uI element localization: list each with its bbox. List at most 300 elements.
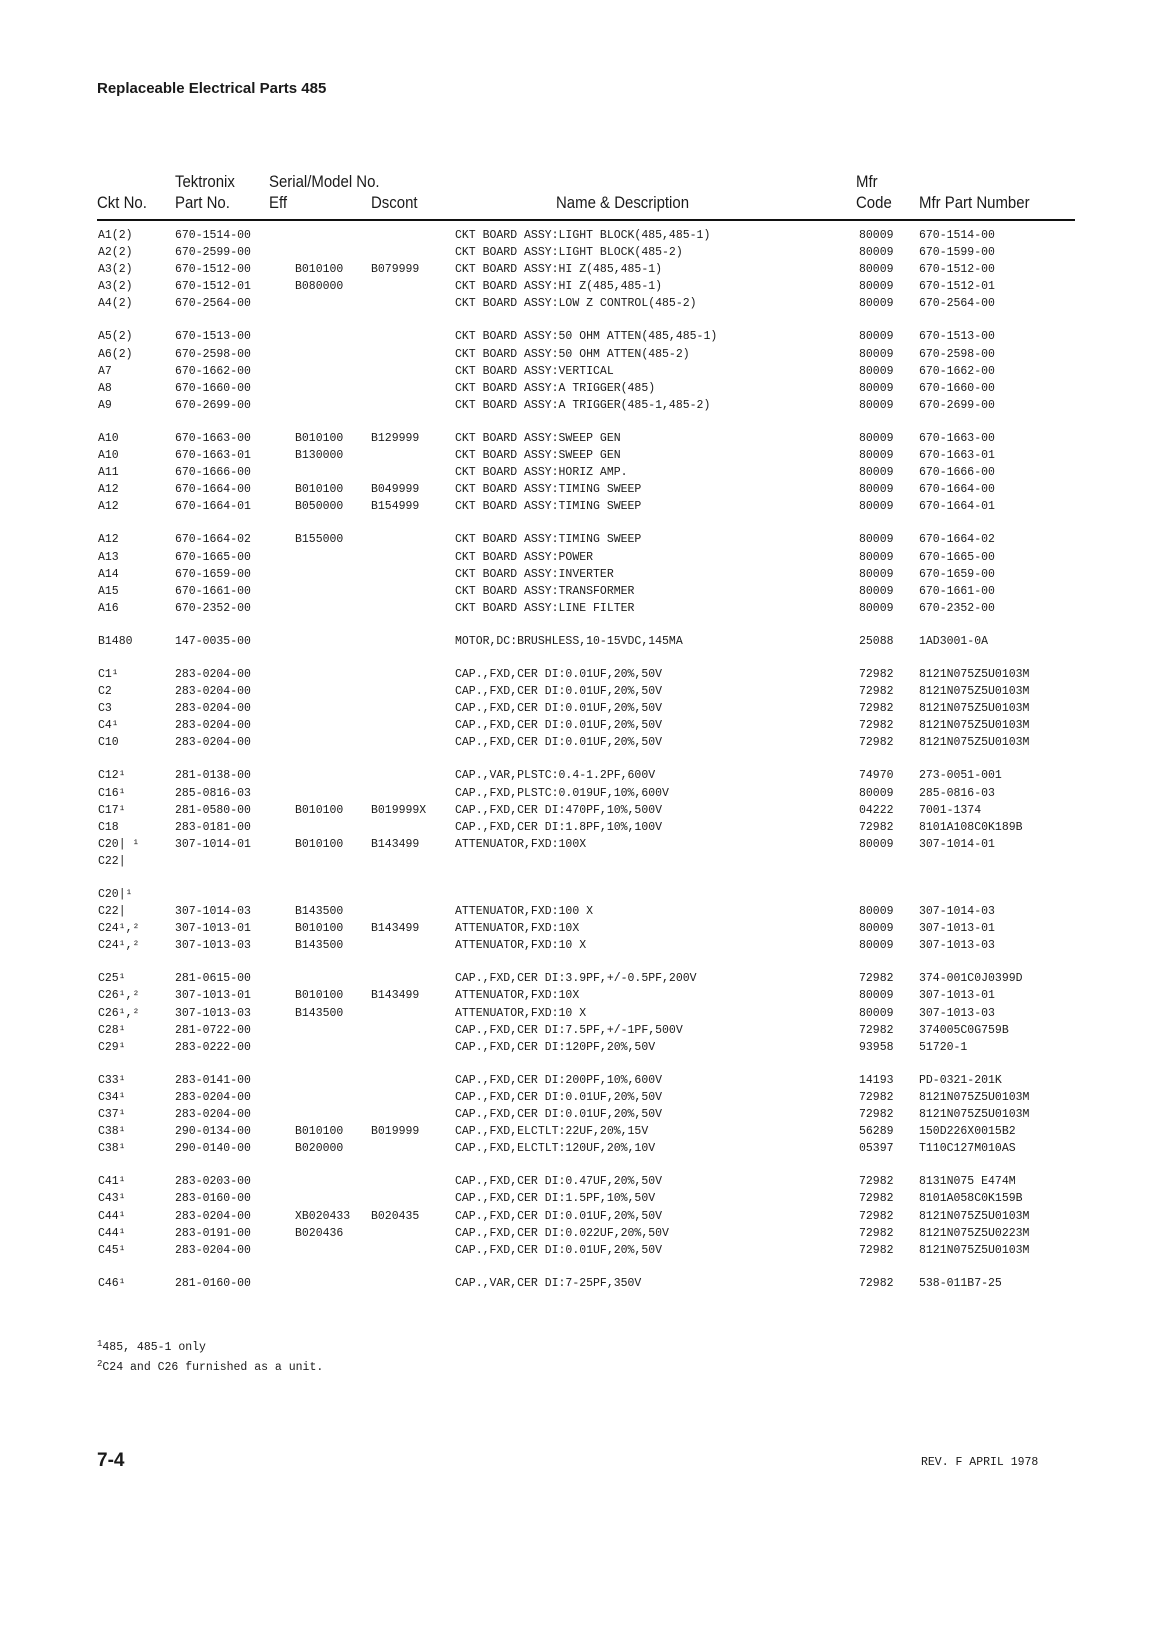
parts-group: [0, 328, 1158, 413]
mfr-part-number: 538-011B7-25: [919, 1276, 1002, 1290]
name-description: CAP.,FXD,CER DI:0.01UF,20%,50V: [455, 1108, 663, 1122]
mfr-code: 72982: [859, 1175, 894, 1189]
name-description: CAP.,FXD,CER DI:1.5PF,10%,50V: [455, 1192, 656, 1206]
name-description: CKT BOARD ASSY:LIGHT BLOCK(485,485-1): [455, 229, 711, 242]
ckt-no: C16¹: [98, 786, 126, 800]
table-row: [0, 683, 1158, 700]
part-no: 307-1014-03: [175, 905, 251, 919]
part-no: 281-0160-00: [175, 1276, 251, 1290]
part-no: 670-1663-01: [175, 449, 251, 463]
mfr-code: 80009: [859, 584, 894, 598]
ckt-no: C22|: [98, 905, 126, 919]
part-no: 307-1013-03: [175, 1006, 251, 1020]
parts-group: [0, 633, 1158, 650]
ckt-no: A10: [98, 449, 119, 463]
col-dscont: Dscont: [371, 193, 418, 212]
ckt-no: C37¹: [98, 1108, 126, 1122]
col-name-description: Name & Description: [556, 193, 690, 212]
mfr-code: 80009: [859, 364, 894, 378]
mfr-code: 72982: [859, 1226, 894, 1240]
table-row: [0, 1225, 1158, 1242]
name-description: CAP.,FXD,CER DI:0.01UF,20%,50V: [455, 719, 663, 733]
ckt-no: C44¹: [98, 1226, 126, 1240]
mfr-code: 80009: [859, 1006, 894, 1020]
mfr-part-number: 670-1660-00: [919, 381, 995, 395]
col-tektronix: Tektronix: [175, 172, 235, 191]
mfr-code: 80009: [859, 381, 894, 395]
name-description: MOTOR,DC:BRUSHLESS,10-15VDC,145MA: [455, 634, 683, 648]
mfr-part-number: PD-0321-201K: [919, 1073, 1002, 1087]
mfr-part-number: 670-1664-01: [919, 500, 995, 514]
table-row: [0, 836, 1158, 853]
name-description: CAP.,FXD,PLSTC:0.019UF,10%,600V: [455, 786, 669, 800]
mfr-part-number: 51720-1: [919, 1040, 968, 1054]
part-no: 281-0615-00: [175, 972, 251, 986]
name-description: ATTENUATOR,FXD:10X: [455, 922, 580, 936]
serial-eff: B010100: [295, 922, 344, 936]
col-part-no: Part No.: [175, 193, 230, 212]
serial-eff: B010100: [295, 989, 344, 1003]
table-row: [0, 1190, 1158, 1207]
mfr-code: 72982: [859, 1209, 894, 1223]
ckt-no: A9: [98, 398, 112, 412]
part-no: 670-1513-00: [175, 330, 251, 344]
serial-eff: B143500: [295, 939, 344, 953]
mfr-code: 72982: [859, 1023, 894, 1037]
part-no: 281-0138-00: [175, 769, 251, 783]
mfr-code: 80009: [859, 330, 894, 344]
part-no: 670-1660-00: [175, 381, 251, 395]
mfr-part-number: 670-1664-02: [919, 533, 995, 547]
mfr-part-number: 8131N075 E474M: [919, 1175, 1016, 1189]
name-description: CKT BOARD ASSY:LOW Z CONTROL(485-2): [455, 297, 697, 311]
mfr-part-number: 8121N075Z5U0103M: [919, 736, 1030, 750]
table-row: [0, 920, 1158, 937]
part-no: 283-0204-00: [175, 667, 251, 681]
table-row: [0, 1140, 1158, 1157]
ckt-no: C18: [98, 820, 119, 834]
mfr-code: 80009: [859, 280, 894, 294]
mfr-code: 72982: [859, 736, 894, 750]
serial-eff: B050000: [295, 500, 344, 514]
part-no: 670-1664-02: [175, 533, 251, 547]
mfr-part-number: 150D226X0015B2: [919, 1125, 1016, 1139]
mfr-part-number: 670-2699-00: [919, 398, 995, 412]
serial-dscont: B129999: [371, 431, 420, 445]
parts-group: [0, 886, 1158, 954]
part-no: 307-1014-01: [175, 837, 251, 851]
mfr-code: 80009: [859, 483, 894, 497]
mfr-code: 72982: [859, 719, 894, 733]
mfr-part-number: 307-1014-03: [919, 905, 995, 919]
ckt-no: A3(2): [98, 280, 133, 294]
serial-eff: B020000: [295, 1142, 344, 1156]
ckt-no: C33¹: [98, 1073, 126, 1087]
name-description: CAP.,FXD,CER DI:0.01UF,20%,50V: [455, 667, 663, 681]
part-no: 147-0035-00: [175, 634, 251, 648]
table-row: [0, 244, 1158, 261]
table-row: [0, 903, 1158, 920]
parts-group: [0, 1275, 1158, 1292]
parts-group: [0, 1072, 1158, 1157]
name-description: CKT BOARD ASSY:TIMING SWEEP: [455, 483, 642, 497]
mfr-code: 72982: [859, 972, 894, 986]
mfr-code: 80009: [859, 989, 894, 1003]
serial-dscont: B019999X: [371, 803, 427, 817]
serial-dscont: B079999: [371, 263, 420, 277]
mfr-part-number: 670-1512-00: [919, 263, 995, 277]
table-row: [0, 549, 1158, 566]
serial-eff: B010100: [295, 483, 344, 497]
serial-dscont: B143499: [371, 922, 420, 936]
ckt-no: C43¹: [98, 1192, 126, 1206]
col-mfr-code: Code: [856, 193, 892, 212]
part-no: 285-0816-03: [175, 786, 251, 800]
part-no: 307-1013-01: [175, 922, 251, 936]
mfr-part-number: 7001-1374: [919, 803, 982, 817]
serial-eff: B010100: [295, 431, 344, 445]
col-eff: Eff: [269, 193, 288, 212]
ckt-no: A7: [98, 364, 112, 378]
part-no: 670-1512-00: [175, 263, 251, 277]
part-no: 283-0204-00: [175, 736, 251, 750]
name-description: CKT BOARD ASSY:TRANSFORMER: [455, 584, 635, 598]
table-row: [0, 346, 1158, 363]
ckt-no: A4(2): [98, 297, 133, 311]
name-description: CAP.,FXD,CER DI:0.01UF,20%,50V: [455, 736, 663, 750]
mfr-code: 80009: [859, 922, 894, 936]
ckt-no: A16: [98, 601, 119, 615]
mfr-part-number: 670-1665-00: [919, 550, 995, 564]
mfr-code: 14193: [859, 1073, 894, 1087]
ckt-no: C1¹: [98, 667, 119, 681]
mfr-code: 72982: [859, 1090, 894, 1104]
part-no: 670-1662-00: [175, 364, 251, 378]
table-row: [0, 430, 1158, 447]
part-no: 283-0181-00: [175, 820, 251, 834]
table-row: [0, 1275, 1158, 1292]
ckt-no: A12: [98, 500, 119, 514]
part-no: 670-2564-00: [175, 297, 251, 311]
name-description: ATTENUATOR,FXD:10X: [455, 989, 580, 1003]
name-description: CKT BOARD ASSY:VERTICAL: [455, 364, 614, 378]
footnote-1: $^1$485, 485-1 only: [97, 1339, 206, 1354]
mfr-code: 80009: [859, 347, 894, 361]
mfr-part-number: 1AD3001-0A: [919, 634, 989, 648]
revision-note: REV. F APRIL 1978: [921, 1456, 1039, 1469]
part-no: 670-2598-00: [175, 347, 251, 361]
mfr-part-number: 670-1663-00: [919, 431, 995, 445]
parts-group: [0, 227, 1158, 312]
ckt-no: C10: [98, 736, 119, 750]
mfr-code: 74970: [859, 769, 894, 783]
name-description: CAP.,FXD,CER DI:120PF,20%,50V: [455, 1040, 656, 1054]
name-description: CKT BOARD ASSY:POWER: [455, 550, 594, 564]
ckt-no: C24¹,²: [98, 922, 140, 936]
parts-group: [0, 1173, 1158, 1258]
mfr-code: 56289: [859, 1125, 894, 1139]
mfr-part-number: 8101A058C0K159B: [919, 1192, 1023, 1206]
name-description: CAP.,FXD,CER DI:470PF,10%,500V: [455, 803, 663, 817]
serial-eff: B130000: [295, 449, 344, 463]
mfr-part-number: T110C127M010AS: [919, 1142, 1016, 1156]
mfr-part-number: 670-1659-00: [919, 567, 995, 581]
table-row: [0, 666, 1158, 683]
part-no: 670-1514-00: [175, 229, 251, 242]
ckt-no: C26¹,²: [98, 1006, 140, 1020]
mfr-code: 25088: [859, 634, 894, 648]
parts-table: [0, 227, 1158, 1308]
mfr-part-number: 8121N075Z5U0223M: [919, 1226, 1030, 1240]
table-row: [0, 1089, 1158, 1106]
mfr-part-number: 307-1014-01: [919, 837, 995, 851]
serial-dscont: B049999: [371, 483, 420, 497]
part-no: 670-2699-00: [175, 398, 251, 412]
mfr-part-number: 670-2598-00: [919, 347, 995, 361]
mfr-part-number: 8121N075Z5U0103M: [919, 1108, 1030, 1122]
table-row: [0, 1106, 1158, 1123]
ckt-no: C38¹: [98, 1125, 126, 1139]
page-header: Replaceable Electrical Parts 485: [97, 80, 327, 97]
part-no: 283-0141-00: [175, 1073, 251, 1087]
mfr-part-number: 670-1662-00: [919, 364, 995, 378]
mfr-part-number: 8101A108C0K189B: [919, 820, 1023, 834]
ckt-no: C44¹: [98, 1209, 126, 1223]
ckt-no: C45¹: [98, 1243, 126, 1257]
mfr-code: 72982: [859, 820, 894, 834]
name-description: CKT BOARD ASSY:TIMING SWEEP: [455, 500, 642, 514]
table-row: [0, 481, 1158, 498]
mfr-code: 80009: [859, 297, 894, 311]
ckt-no: C22|: [98, 854, 126, 868]
table-row: [0, 227, 1158, 244]
table-row: [0, 700, 1158, 717]
part-no: 283-0222-00: [175, 1040, 251, 1054]
name-description: ATTENUATOR,FXD:10 X: [455, 1006, 587, 1020]
ckt-no: C46¹: [98, 1276, 126, 1290]
ckt-no: C29¹: [98, 1040, 126, 1054]
ckt-no: C17¹: [98, 803, 126, 817]
mfr-part-number: 670-1514-00: [919, 229, 995, 242]
serial-eff: B155000: [295, 533, 344, 547]
ckt-no: A12: [98, 533, 119, 547]
parts-group: [0, 430, 1158, 515]
table-row: [0, 886, 1158, 903]
table-row: [0, 633, 1158, 650]
table-row: [0, 1005, 1158, 1022]
part-no: 670-1664-00: [175, 483, 251, 497]
ckt-no: C28¹: [98, 1023, 126, 1037]
part-no: 307-1013-03: [175, 939, 251, 953]
part-no: 281-0722-00: [175, 1023, 251, 1037]
table-row: [0, 380, 1158, 397]
mfr-code: 80009: [859, 905, 894, 919]
mfr-part-number: 307-1013-03: [919, 939, 995, 953]
table-row: [0, 1242, 1158, 1259]
footnote-2: $^2$C24 and C26 furnished as a unit.: [97, 1359, 324, 1374]
mfr-part-number: 8121N075Z5U0103M: [919, 667, 1030, 681]
page-number: 7-4: [97, 1450, 125, 1471]
mfr-part-number: 307-1013-01: [919, 989, 995, 1003]
name-description: CAP.,FXD,CER DI:0.01UF,20%,50V: [455, 685, 663, 699]
mfr-code: 80009: [859, 601, 894, 615]
col-mfr: Mfr: [856, 172, 878, 191]
ckt-no: A3(2): [98, 263, 133, 277]
mfr-code: 72982: [859, 702, 894, 716]
part-no: 283-0204-00: [175, 719, 251, 733]
mfr-code: 80009: [859, 550, 894, 564]
ckt-no: A14: [98, 567, 119, 581]
mfr-part-number: 8121N075Z5U0103M: [919, 1243, 1030, 1257]
name-description: CAP.,FXD,CER DI:200PF,10%,600V: [455, 1073, 663, 1087]
table-row: [0, 498, 1158, 515]
part-no: 670-2352-00: [175, 601, 251, 615]
serial-eff: B010100: [295, 1125, 344, 1139]
ckt-no: C4¹: [98, 719, 119, 733]
mfr-part-number: 8121N075Z5U0103M: [919, 719, 1030, 733]
table-row: [0, 278, 1158, 295]
name-description: CKT BOARD ASSY:LINE FILTER: [455, 601, 635, 615]
table-row: [0, 734, 1158, 751]
name-description: CKT BOARD ASSY:50 OHM ATTEN(485,485-1): [455, 330, 718, 344]
mfr-code: 80009: [859, 567, 894, 581]
mfr-code: 04222: [859, 803, 894, 817]
table-row: [0, 363, 1158, 380]
table-row: [0, 566, 1158, 583]
name-description: CKT BOARD ASSY:TIMING SWEEP: [455, 533, 642, 547]
ckt-no: C34¹: [98, 1090, 126, 1104]
mfr-part-number: 670-1512-01: [919, 280, 995, 294]
mfr-code: 80009: [859, 449, 894, 463]
mfr-code: 05397: [859, 1142, 894, 1156]
ckt-no: A5(2): [98, 330, 133, 344]
name-description: CAP.,FXD,CER DI:0.022UF,20%,50V: [455, 1226, 669, 1240]
part-no: 670-2599-00: [175, 246, 251, 260]
name-description: CKT BOARD ASSY:HI Z(485,485-1): [455, 280, 663, 294]
mfr-part-number: 670-1513-00: [919, 330, 995, 344]
ckt-no: A10: [98, 431, 119, 445]
mfr-part-number: 670-1666-00: [919, 466, 995, 480]
parts-group: [0, 531, 1158, 616]
table-row: [0, 1039, 1158, 1056]
serial-dscont: B154999: [371, 500, 420, 514]
serial-eff: B020436: [295, 1226, 344, 1240]
name-description: CAP.,FXD,ELCTLT:120UF,20%,10V: [455, 1142, 656, 1156]
mfr-code: 80009: [859, 533, 894, 547]
ckt-no: C41¹: [98, 1175, 126, 1189]
ckt-no: A11: [98, 466, 119, 480]
serial-eff: B080000: [295, 280, 344, 294]
col-ckt-no: Ckt No.: [97, 193, 147, 212]
name-description: CKT BOARD ASSY:HORIZ AMP.: [455, 466, 628, 480]
mfr-part-number: 8121N075Z5U0103M: [919, 1090, 1030, 1104]
ckt-no: A13: [98, 550, 119, 564]
name-description: CKT BOARD ASSY:50 OHM ATTEN(485-2): [455, 347, 690, 361]
name-description: CAP.,VAR,CER DI:7-25PF,350V: [455, 1276, 642, 1290]
table-row: [0, 1072, 1158, 1089]
table-row: [0, 583, 1158, 600]
serial-eff: XB020433: [295, 1209, 351, 1223]
name-description: CAP.,FXD,CER DI:0.01UF,20%,50V: [455, 1090, 663, 1104]
table-row: [0, 937, 1158, 954]
name-description: CAP.,FXD,CER DI:1.8PF,10%,100V: [455, 820, 663, 834]
ckt-no: A15: [98, 584, 119, 598]
name-description: CKT BOARD ASSY:SWEEP GEN: [455, 431, 621, 445]
table-row: [0, 1022, 1158, 1039]
ckt-no: C25¹: [98, 972, 126, 986]
part-no: 670-1665-00: [175, 550, 251, 564]
name-description: ATTENUATOR,FXD:10 X: [455, 939, 587, 953]
mfr-code: 72982: [859, 685, 894, 699]
mfr-code: 80009: [859, 786, 894, 800]
ckt-no: C3: [98, 702, 112, 716]
part-no: 281-0580-00: [175, 803, 251, 817]
table-row: [0, 853, 1158, 870]
part-no: 670-1659-00: [175, 567, 251, 581]
name-description: CAP.,FXD,CER DI:0.47UF,20%,50V: [455, 1175, 663, 1189]
col-mfr-part-number: Mfr Part Number: [919, 193, 1030, 212]
name-description: CAP.,FXD,CER DI:3.9PF,+/-0.5PF,200V: [455, 972, 697, 986]
mfr-code: 80009: [859, 263, 894, 277]
mfr-code: 72982: [859, 1243, 894, 1257]
table-row: [0, 261, 1158, 278]
part-no: 283-0204-00: [175, 1243, 251, 1257]
mfr-code: 72982: [859, 1108, 894, 1122]
name-description: CKT BOARD ASSY:A TRIGGER(485-1,485-2): [455, 398, 711, 412]
mfr-code: 93958: [859, 1040, 894, 1054]
name-description: CKT BOARD ASSY:INVERTER: [455, 567, 614, 581]
table-row: [0, 767, 1158, 784]
ckt-no: C20|¹: [98, 888, 133, 901]
serial-dscont: B143499: [371, 989, 420, 1003]
serial-eff: B143500: [295, 905, 344, 919]
mfr-part-number: 8121N075Z5U0103M: [919, 702, 1030, 716]
part-no: 670-1664-01: [175, 500, 251, 514]
part-no: 670-1512-01: [175, 280, 251, 294]
part-no: 283-0191-00: [175, 1226, 251, 1240]
mfr-code: 80009: [859, 246, 894, 260]
table-row: [0, 531, 1158, 548]
table-row: [0, 717, 1158, 734]
ckt-no: C12¹: [98, 769, 126, 783]
ckt-no: B1480: [98, 634, 133, 648]
name-description: CAP.,FXD,CER DI:0.01UF,20%,50V: [455, 1209, 663, 1223]
mfr-part-number: 273-0051-001: [919, 769, 1002, 783]
parts-group: [0, 970, 1158, 1055]
table-row: [0, 819, 1158, 836]
mfr-part-number: 307-1013-03: [919, 1006, 995, 1020]
serial-dscont: B019999: [371, 1125, 420, 1139]
mfr-code: 72982: [859, 1276, 894, 1290]
mfr-code: 80009: [859, 229, 894, 242]
mfr-code: 72982: [859, 1192, 894, 1206]
mfr-part-number: 8121N075Z5U0103M: [919, 685, 1030, 699]
serial-eff: B143500: [295, 1006, 344, 1020]
part-no: 670-1663-00: [175, 431, 251, 445]
ckt-no: C24¹,²: [98, 939, 140, 953]
parts-group: [0, 666, 1158, 751]
mfr-code: 80009: [859, 837, 894, 851]
ckt-no: A12: [98, 483, 119, 497]
mfr-code: 80009: [859, 939, 894, 953]
col-serial-model: Serial/Model No.: [269, 172, 380, 191]
mfr-part-number: 670-1663-01: [919, 449, 995, 463]
header-rule: [97, 219, 1075, 221]
table-row: [0, 447, 1158, 464]
table-row: [0, 397, 1158, 414]
mfr-part-number: 307-1013-01: [919, 922, 995, 936]
table-row: [0, 328, 1158, 345]
